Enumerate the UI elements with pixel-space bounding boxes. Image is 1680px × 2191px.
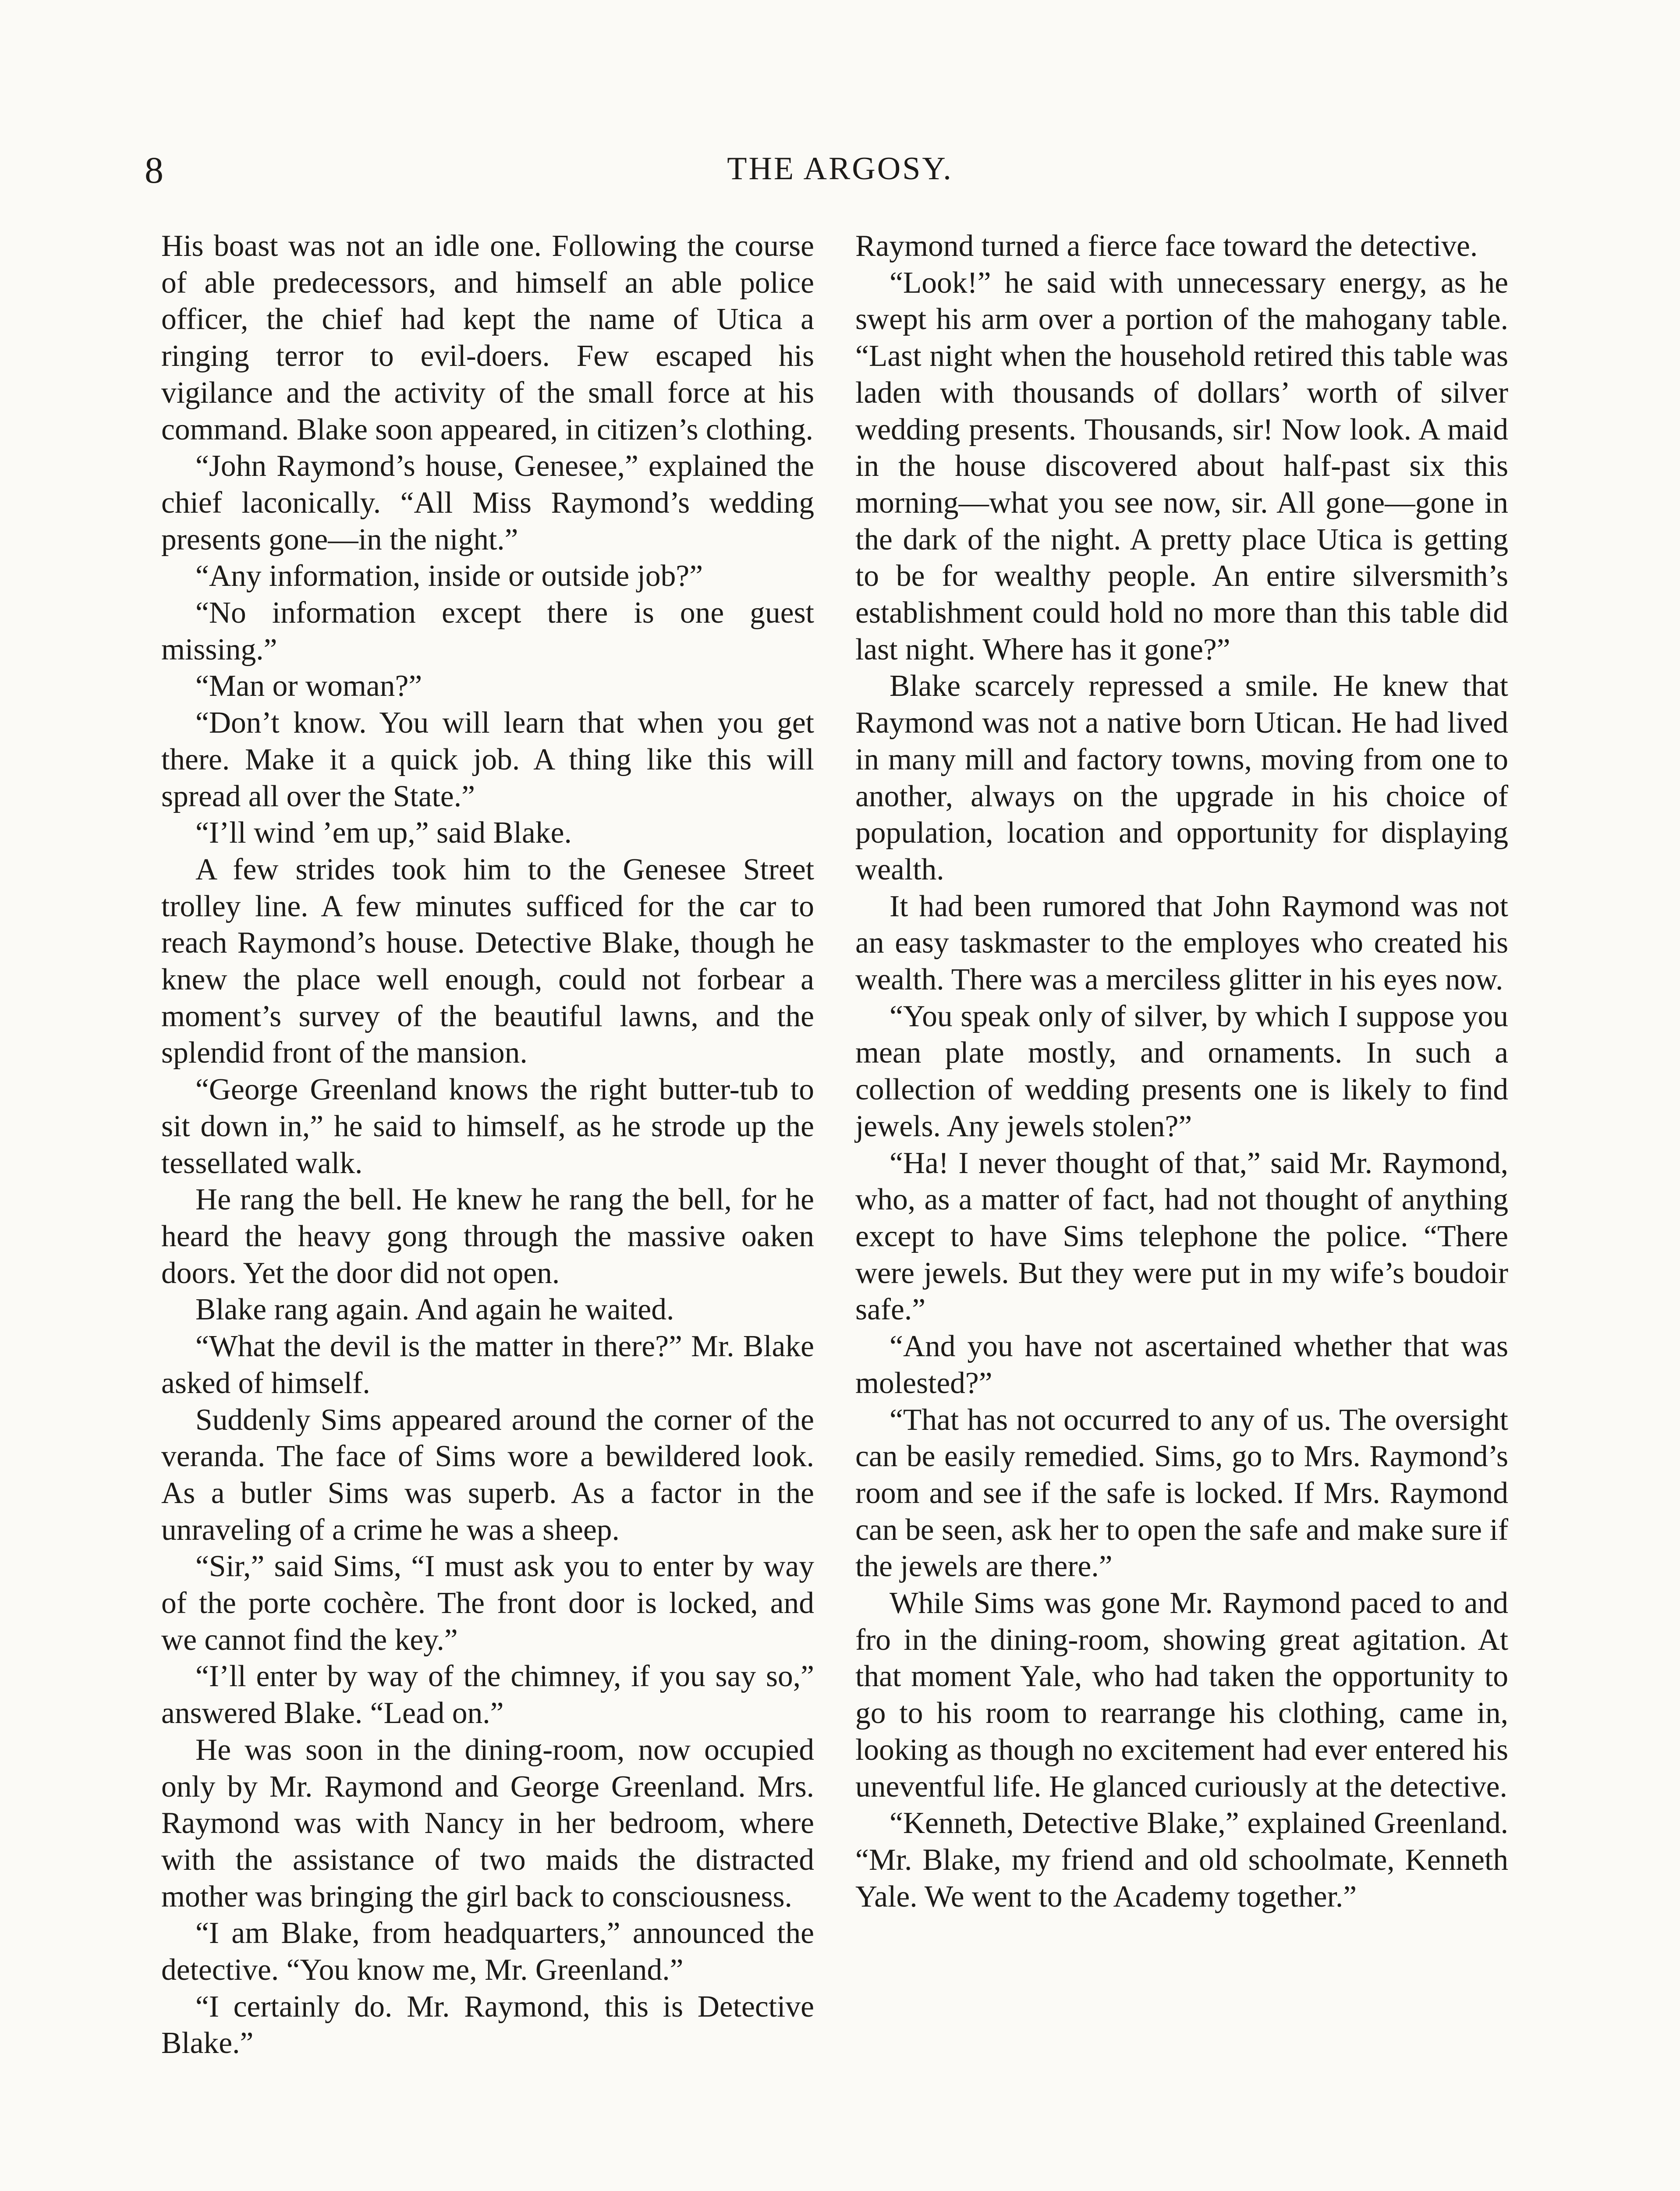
right-column xyxy=(855,228,1508,1915)
running-head: THE ARGOSY. xyxy=(727,151,953,187)
left-column xyxy=(161,228,814,2062)
paragraph: While Sims was gone Mr. Raymond paced to and fro in the dining-room, showing great agitation. At that moment Yale, who had taken the opportunity to go to his room to rearrange his clothing, came in, looking as though no excitement had ever entered his uneventful life. He glanced curiously at the detective. xyxy=(855,1586,1508,1804)
paragraph: “No information except there is one guest missing.” xyxy=(161,596,814,667)
paragraph: “You speak only of silver, by which I suppose you mean plate mostly, and ornaments. In such a collection of wedding presents one is likely to find jewels. Any jewels stolen?” xyxy=(855,999,1508,1143)
paragraph: He was soon in the dining-room, now occupied only by Mr. Raymond and George Greenland. Mrs. Raymond was with Nancy in her bedroom, where with the assistance of two maids the distracted mother was bringing the girl back to consciousness. xyxy=(161,1733,814,1914)
paragraph: “Don’t know. You will learn that when you get there. Make it a quick job. A thing like this will spread all over the State.” xyxy=(161,706,814,813)
paragraph: “George Greenland knows the right butter-tub to sit down in,” he said to himself, as he strode up the tessellated walk. xyxy=(161,1073,814,1180)
paragraph: A few strides took him to the Genesee Street trolley line. A few minutes sufficed for the car to reach Raymond’s house. Detective Blake, though he knew the place well enough, could not forbear a moment’s survey of the beautiful lawns, and the splendid front of the mansion. xyxy=(161,852,814,1070)
paragraph: “I’ll wind ’em up,” said Blake. xyxy=(195,816,572,850)
paragraph: He rang the bell. He knew he rang the bell, for he heard the heavy gong through the massive oaken doors. Yet the door did not open. xyxy=(161,1183,814,1290)
paragraph: “I am Blake, from headquarters,” announced the detective. “You know me, Mr. Greenland.” xyxy=(161,1916,814,1987)
paragraph: “I certainly do. Mr. Raymond, this is Detective Blake.” xyxy=(161,1989,814,2060)
paragraph: Blake scarcely repressed a smile. He knew that Raymond was not a native born Utican. He had lived in many mill and factory towns, moving from one to another, always on the upgrade in his choice of population, location and opportunity for displaying wealth. xyxy=(855,669,1508,886)
paragraph: Raymond turned a fierce face toward the detective. xyxy=(855,229,1478,263)
paragraph: “What the devil is the matter in there?” Mr. Blake asked of himself. xyxy=(161,1329,814,1400)
paragraph: “John Raymond’s house, Genesee,” explained the chief laconically. “All Miss Raymond’s wedding presents gone—in the night.” xyxy=(161,449,814,557)
paragraph: “That has not occurred to any of us. The oversight can be easily remedied. Sims, go to Mrs. Raymond’s room and see if the safe is locked. If Mrs. Raymond can be seen, ask her to open the safe and make sure if the jewels are there.” xyxy=(855,1403,1508,1584)
paragraph: “Any information, inside or outside job?” xyxy=(195,559,703,593)
paragraph: “Sir,” said Sims, “I must ask you to enter by way of the porte cochère. The front door is locked, and we cannot find the key.” xyxy=(161,1549,814,1657)
paragraph: “Man or woman?” xyxy=(195,669,422,703)
paragraph: His boast was not an idle one. Following the course of able predecessors, and himself an able police officer, the chief had kept the name of Utica a ringing terror to evil-doers. Few escaped his vigilance and the activity of the small force at his command. Blake soon appeared, in citizen’s clothing. xyxy=(161,229,814,447)
paragraph: “Kenneth, Detective Blake,” explained Greenland. “Mr. Blake, my friend and old schoolmate, Kenneth Yale. We went to the Academy together.” xyxy=(855,1806,1508,1914)
paragraph: “Look!” he said with unnecessary energy, as he swept his arm over a portion of the mahogany table. “Last night when the household retired this table was laden with thousands of dollars’ worth of silver wedding presents. Thousands, sir! Now look. A maid in the house discovered about half-past six this morning—what you see now, sir. All gone—gone in the dark of the night. A pretty place Utica is getting to be for wealthy people. An entire silversmith’s establishment could hold no more than this table did last night. Where has it gone?” xyxy=(855,266,1508,667)
paragraph: “I’ll enter by way of the chimney, if you say so,” answered Blake. “Lead on.” xyxy=(161,1659,814,1730)
paragraph: It had been rumored that John Raymond was not an easy taskmaster to the employes who created his wealth. There was a merciless glitter in his eyes now. xyxy=(855,889,1508,997)
paragraph: “And you have not ascertained whether that was molested?” xyxy=(855,1329,1508,1400)
paragraph: Suddenly Sims appeared around the corner of the veranda. The face of Sims wore a bewildered look. As a butler Sims was superb. As a factor in the unraveling of a crime he was a sheep. xyxy=(161,1403,814,1547)
page-number: 8 xyxy=(145,149,163,191)
paragraph: Blake rang again. And again he waited. xyxy=(195,1293,674,1327)
paragraph: “Ha! I never thought of that,” said Mr. Raymond, who, as a matter of fact, had not thought of anything except to have Sims telephone the police. “There were jewels. But they were put in my wife’s boudoir safe.” xyxy=(855,1146,1508,1327)
